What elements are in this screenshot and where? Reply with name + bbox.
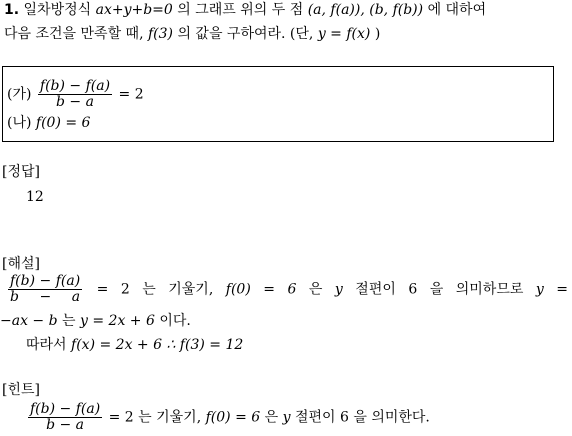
explanation-y: y [334, 281, 343, 298]
explanation-y-eq: y = [535, 281, 568, 298]
problem-number: 1. [4, 2, 20, 18]
hint-fraction [28, 402, 102, 433]
hint-line-1 [26, 402, 430, 433]
explanation-text-4: 는 [62, 313, 76, 329]
hint-denominator: b − a [46, 417, 85, 433]
explanation-denominator: b − a [10, 289, 81, 305]
problem-text-1a: 일차방정식 [23, 2, 92, 18]
answer-value: 12 [26, 189, 44, 205]
problem-equation: ax+y+b=0 [95, 2, 173, 18]
explanation-f0: f(0) = 6 [225, 281, 297, 298]
problem-line-1 [4, 2, 486, 18]
hint-text-3: 절편이 6 을 의미한다. [294, 409, 430, 426]
explanation-fraction [8, 274, 82, 305]
condition-ga [7, 79, 144, 110]
explanation-line-1 [6, 274, 568, 305]
condition-na-label: (나) [7, 115, 32, 131]
explanation-text-2: 은 [308, 281, 323, 298]
problem-points: (a, f(a)), (b, f(b)) [307, 2, 424, 18]
explanation-text-5: 이다. [159, 313, 191, 329]
hint-numerator: f(b) − f(a) [30, 401, 101, 417]
explanation-line-2 [0, 313, 191, 329]
explanation-expr-1: −ax − b [0, 313, 58, 329]
problem-text-2b: 의 값을 구하여라. (단, [177, 26, 314, 42]
condition-ga-numerator: f(b) − f(a) [39, 78, 111, 94]
condition-ga-denominator: b − a [56, 94, 94, 110]
answer-label: [정답] [2, 164, 40, 180]
hint-text-2: 은 [264, 409, 279, 426]
problem-y-fx: y = f(x) [317, 26, 371, 42]
conditions-box [2, 66, 554, 142]
explanation-text-6: 따라서 [26, 337, 67, 353]
hint-f0: f(0) = 6 [205, 409, 261, 426]
explanation-label: [해설] [2, 256, 40, 272]
condition-na [7, 115, 90, 131]
explanation-line-3 [26, 337, 243, 353]
problem-line-2 [4, 26, 380, 42]
problem-text-2c: ) [374, 26, 381, 42]
condition-ga-fraction [38, 79, 112, 110]
problem-f3: f(3) [147, 26, 173, 42]
explanation-text-3: 절편이 6 을 의미하므로 [355, 281, 524, 298]
explanation-numerator: f(b) − f(a) [10, 273, 81, 289]
problem-text-1b: 의 그래프 위의 두 점 [177, 2, 304, 18]
explanation-expr-3: f(x) = 2x + 6 ∴ f(3) = 12 [71, 337, 244, 353]
hint-y: y [282, 409, 291, 426]
problem-text-1c: 에 대하여 [427, 2, 487, 18]
explanation-expr-2: y = 2x + 6 [80, 313, 155, 329]
problem-text-2a: 다음 조건을 만족할 때, [4, 26, 144, 42]
condition-ga-rhs: = 2 [118, 86, 144, 103]
condition-na-expr: f(0) = 6 [35, 115, 91, 131]
hint-label: [힌트] [2, 382, 40, 398]
explanation-text-1: = 2 는 기울기, [96, 281, 214, 298]
hint-text-1: = 2 는 기울기, [108, 409, 202, 426]
condition-ga-label: (가) [7, 86, 32, 103]
